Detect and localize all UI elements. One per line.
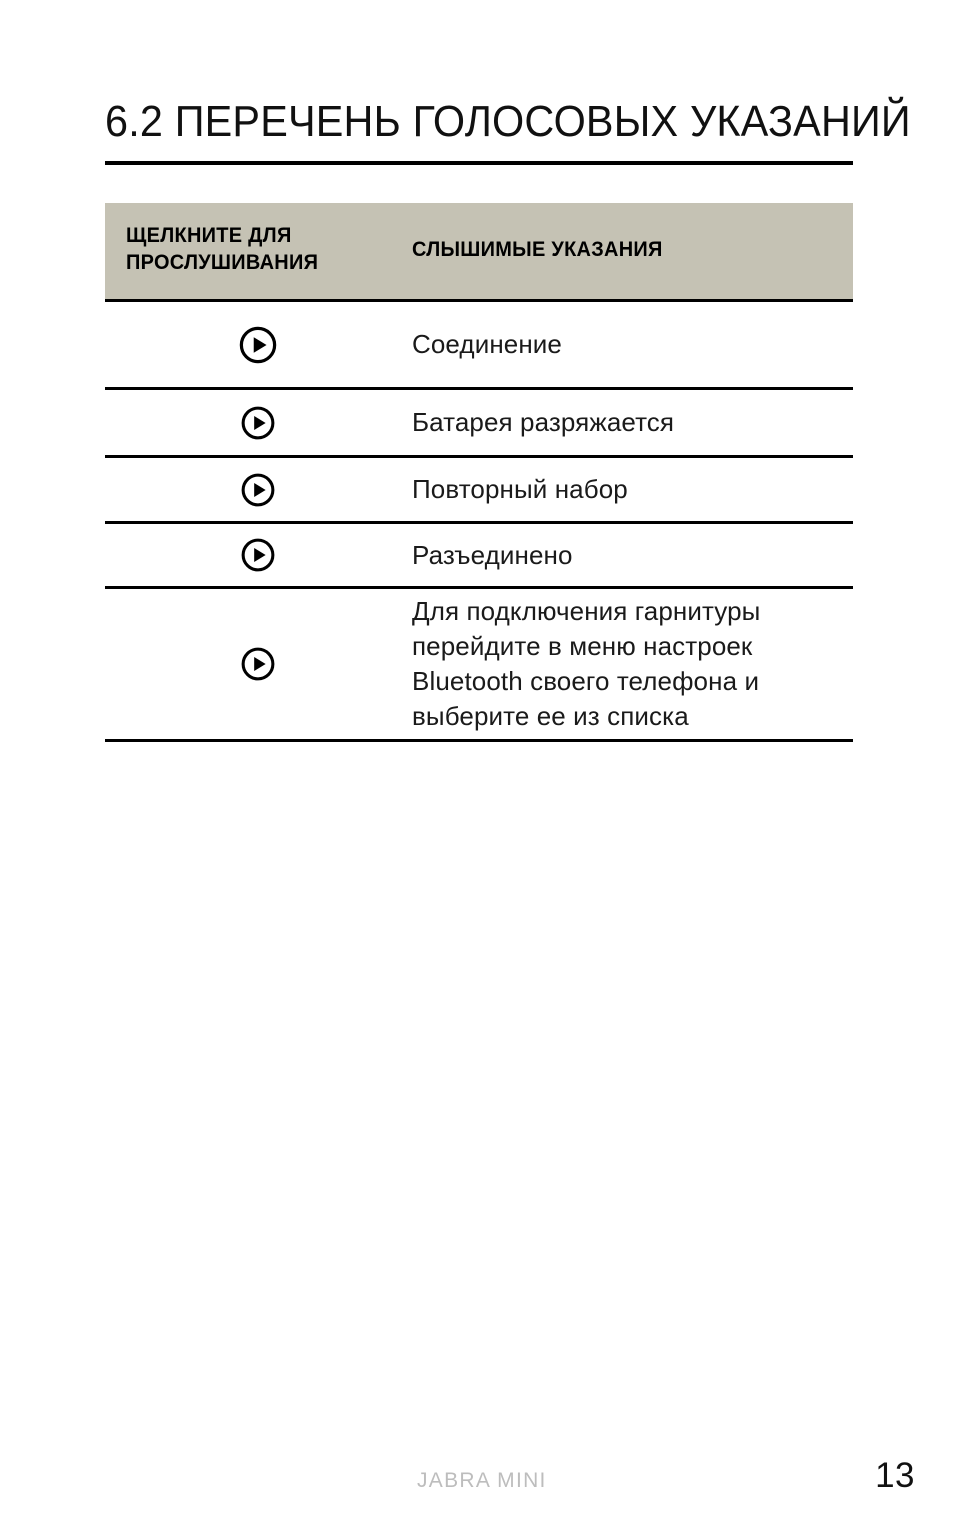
prompt-line: Соединение [412, 329, 562, 359]
footer-brand: JABRA MINI [417, 1469, 547, 1492]
prompt-line: выберите ее из списка [412, 701, 689, 731]
table-row [105, 589, 853, 739]
table-row [105, 302, 853, 387]
prompt-line: Батарея разряжается [412, 407, 675, 437]
page-title: 6.2 ПЕРЕЧЕНЬ ГОЛОСОВЫХ УКАЗАНИЙ [105, 97, 911, 146]
play-button-cell[interactable] [105, 647, 410, 681]
play-button-cell[interactable] [105, 406, 410, 440]
prompt-line: Для подключения гарнитуры [412, 596, 761, 626]
prompt-line: перейдите в меню настроек [412, 631, 753, 661]
column-header-click-to-listen-line1: ЩЕЛКНИТЕ ДЛЯ [126, 224, 292, 247]
play-icon[interactable] [241, 406, 275, 440]
prompt-line: Повторный набор [412, 474, 628, 504]
column-header-click-to-listen [126, 222, 383, 276]
play-button-cell[interactable] [105, 538, 410, 572]
play-button-cell[interactable] [105, 473, 410, 507]
play-button-cell[interactable] [105, 326, 410, 364]
play-icon[interactable] [241, 647, 275, 681]
prompt-text-cell [410, 594, 853, 734]
voice-prompts-table [105, 203, 853, 742]
play-icon[interactable] [241, 473, 275, 507]
table-row [105, 390, 853, 455]
play-icon[interactable] [241, 538, 275, 572]
prompt-text-cell [410, 327, 853, 362]
prompt-text-cell [410, 538, 853, 573]
page-title-block [105, 96, 911, 148]
table-header-row [105, 203, 853, 299]
prompt-text-cell [410, 472, 853, 507]
prompt-line: Bluetooth своего телефона и [412, 666, 760, 696]
table-row [105, 458, 853, 521]
column-header-click-to-listen-line2: ПРОСЛУШИВАНИЯ [126, 251, 319, 274]
prompt-text-cell [410, 405, 853, 440]
page-footer [105, 1456, 915, 1496]
footer-page-number: 13 [875, 1456, 915, 1495]
table-bottom-divider [105, 739, 853, 742]
title-divider [105, 161, 853, 165]
table-row [105, 524, 853, 586]
play-icon[interactable] [239, 326, 277, 364]
column-header-audible-prompts: СЛЫШИМЫЕ УКАЗАНИЯ [412, 238, 663, 261]
prompt-line: Разъединено [412, 539, 573, 570]
